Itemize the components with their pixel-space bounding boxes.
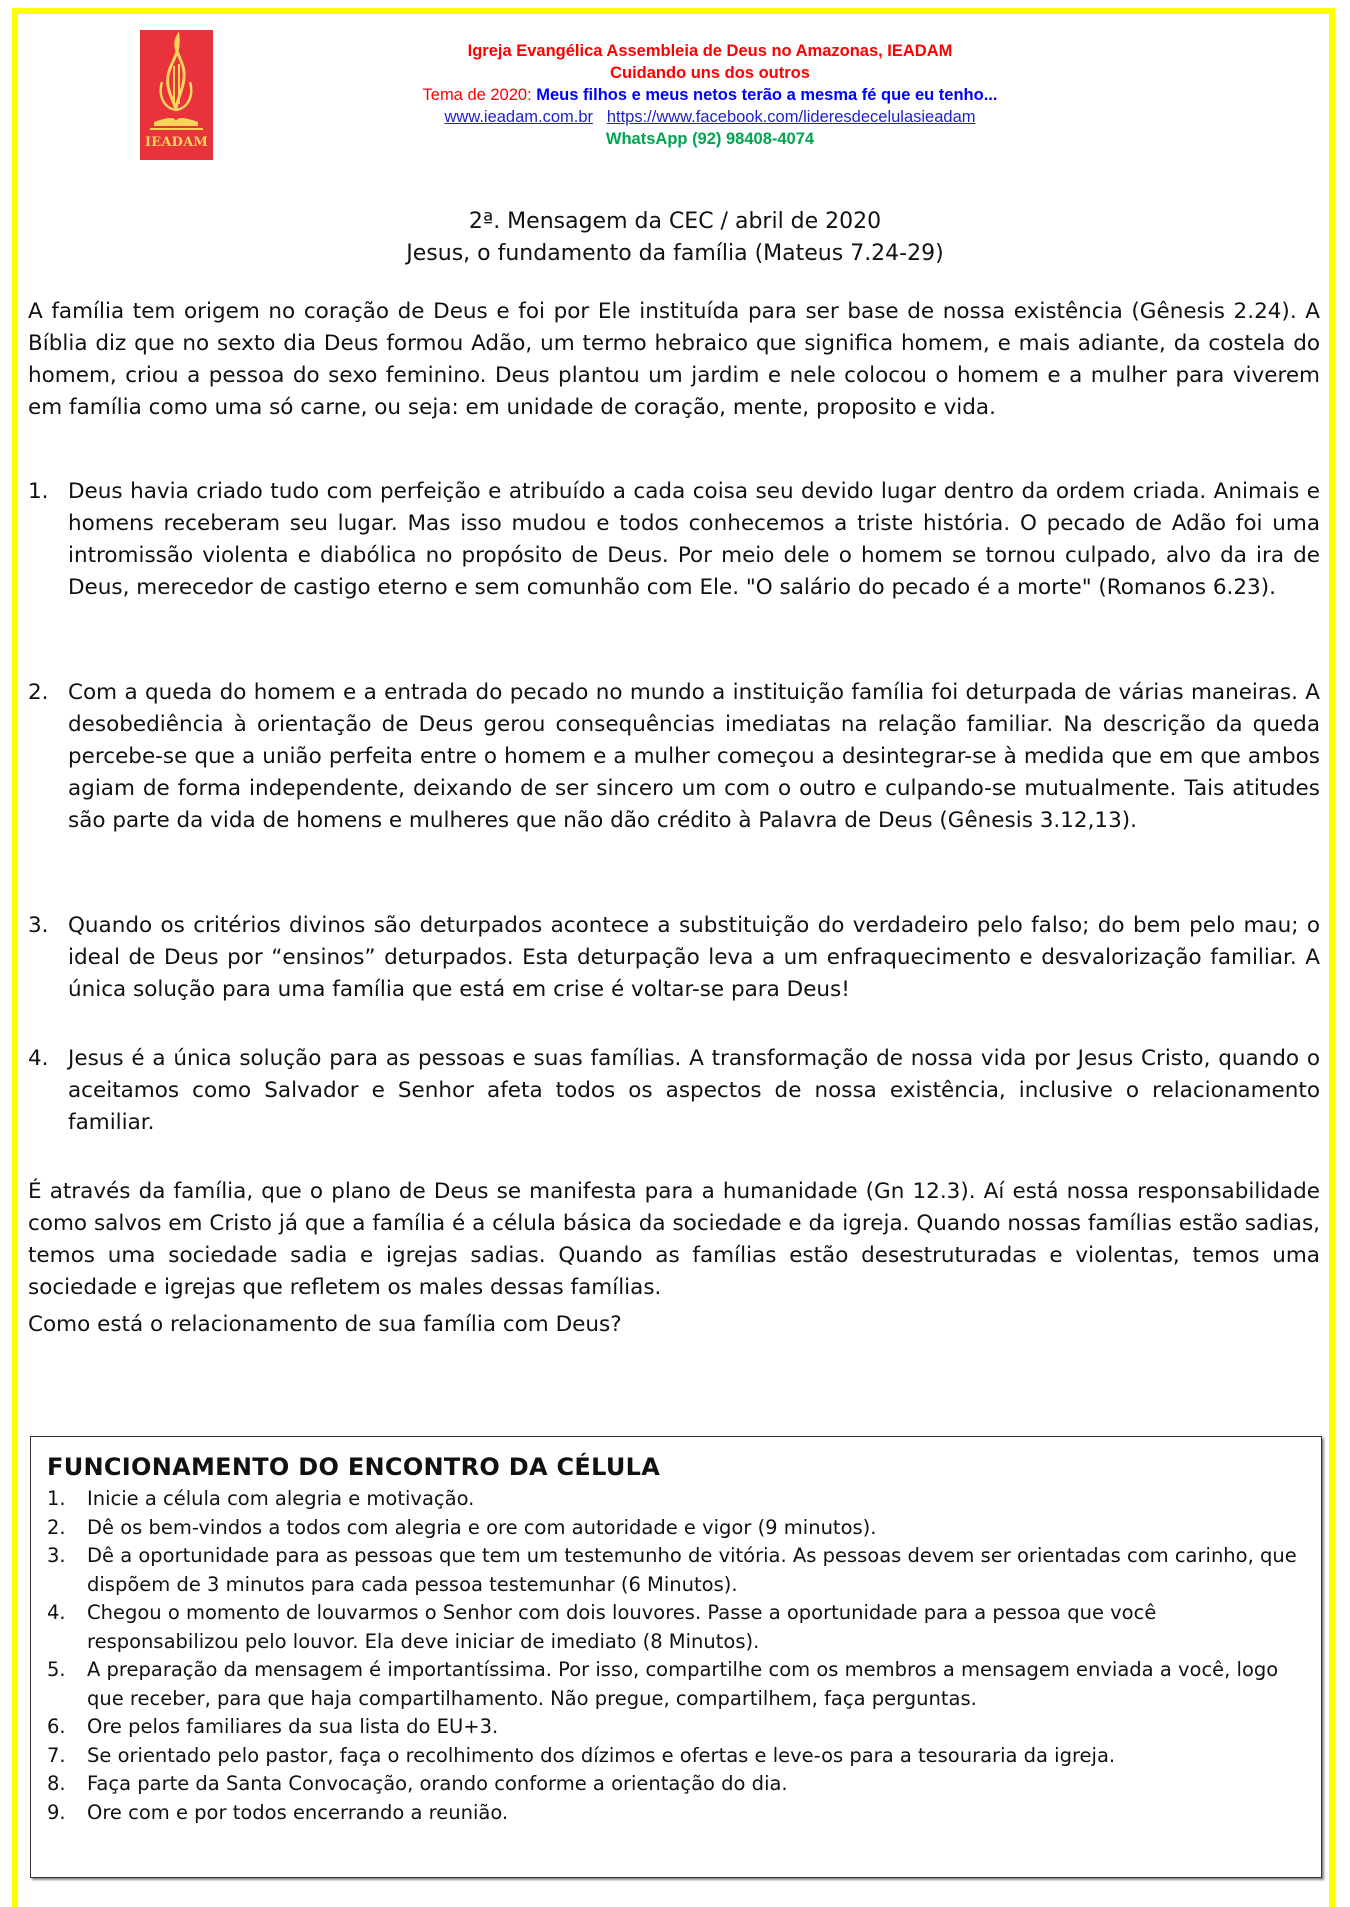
list-item	[47, 1770, 1307, 1799]
question-text: Como está o relacionamento de sua família com Deus?	[28, 1312, 622, 1337]
item-number: 7.	[47, 1743, 66, 1767]
list-item	[47, 1514, 1307, 1543]
list-item	[47, 1542, 1307, 1599]
point-item	[28, 1043, 1320, 1139]
item-text: Ore com e por todos encerrando a reunião.	[87, 1800, 509, 1824]
flame-bible-icon	[140, 30, 213, 140]
list-item	[47, 1656, 1307, 1713]
list-item	[47, 1742, 1307, 1771]
message-title	[0, 206, 1350, 270]
list-item	[47, 1713, 1307, 1742]
church-name: Igreja Evangélica Assembleia de Deus no Amazonas, IEADAM	[467, 42, 953, 60]
point-number: 3.	[28, 913, 49, 938]
list-item	[47, 1599, 1307, 1656]
item-number: 5.	[47, 1658, 66, 1681]
point-text: Jesus é a única solução para as pessoas e suas famílias. A transformação de nossa vida por Jesus Cristo, quando o aceitamos como Salvador e Senhor afeta todos os aspectos de nossa existência, inclusive o relacionamento familiar.	[68, 1046, 1320, 1135]
title-line-1: 2ª. Mensagem da CEC / abril de 2020	[468, 209, 882, 234]
point-number: 4.	[28, 1046, 49, 1071]
cell-meeting-list	[47, 1485, 1307, 1827]
point-text: Com a queda do homem e a entrada do pecado no mundo a instituição família foi deturpada de várias maneiras. A desobediência à orientação de Deus gerou consequências imediatas na relação familiar. Na descrição da queda percebe-se que a união perfeita entre o homem e a mulher começou a desintegrar-se à medida que em que ambos agiam de forma independente, deixando de ser sincero um com o outro e culpando-se mutualmente. Tais atitudes são parte da vida de homens e mulheres que não dão crédito à Palavra de Deus (Gênesis 3.12,13).	[68, 680, 1320, 833]
point-number: 1.	[28, 479, 49, 504]
logo-label: IEADAM	[144, 135, 209, 150]
item-number: 6.	[47, 1715, 66, 1738]
church-motto: Cuidando uns dos outros	[610, 64, 810, 82]
item-text: Dê os bem-vindos a todos com alegria e ore com autoridade e vigor (9 minutos).	[87, 1515, 877, 1539]
item-text: A preparação da mensagem é importantíssima. Por isso, compartilhe com os membros a mensagem enviada a você, logo que receber, para que haja compartilhamento. Não pregue, compartilhem, faça perguntas.	[87, 1658, 1279, 1710]
item-number: 8.	[47, 1772, 66, 1795]
point-text: Deus havia criado tudo com perfeição e atribuído a cada coisa seu devido lugar dentro da ordem criada. Animais e homens receberam seu lugar. Mas isso mudou e todos conhecemos a triste história. O pecado de Adão foi uma intromissão violenta e diabólica no propósito de Deus. Por meio dele o homem se tornou culpado, alvo da ira de Deus, merecedor de castigo eterno e sem comunhão com Ele. "O salário do pecado é a morte" (Romanos 6.23).	[68, 479, 1320, 600]
intro-paragraph	[28, 296, 1320, 424]
title-line-2: Jesus, o fundamento da família (Mateus 7.24-29)	[406, 241, 944, 266]
list-item	[47, 1799, 1307, 1828]
item-number: 1.	[47, 1487, 66, 1510]
links-line	[320, 106, 1100, 128]
ieadam-logo	[140, 30, 213, 160]
point-item	[28, 910, 1320, 1006]
item-text: Dê a oportunidade para as pessoas que tem um testemunho de vitória. As pessoas devem ser orientadas com carinho, que dispõem de 3 minutos para cada pessoa testemunhar (6 Minutos).	[87, 1544, 1297, 1596]
church-header	[320, 40, 1100, 150]
item-text: Se orientado pelo pastor, faça o recolhimento dos dízimos e ofertas e leve-os para a tesouraria da igreja.	[87, 1743, 1116, 1767]
item-number: 3.	[47, 1544, 66, 1567]
cell-meeting-title: FUNCIONAMENTO DO ENCONTRO DA CÉLULA	[47, 1453, 661, 1481]
item-number: 2.	[47, 1515, 66, 1539]
point-number: 2.	[28, 680, 49, 705]
conclusion-text: É através da família, que o plano de Deus se manifesta para a humanidade (Gn 12.3). Aí está nossa responsabilidade como salvos em Cristo já que a família é a célula básica da sociedade e da igreja. Quando nossas famílias estão sadias, temos uma sociedade sadia e igrejas sadias. Quando as famílias estão desestruturadas e violentas, temos uma sociedade e igrejas que refletem os males dessas famílias.	[28, 1179, 1320, 1300]
item-number: 9.	[47, 1800, 66, 1824]
whatsapp-contact: WhatsApp (92) 98408-4074	[605, 130, 815, 148]
item-text: Chegou o momento de louvarmos o Senhor com dois louvores. Passe a oportunidade para a pessoa que você responsabilizou pelo louvor. Ela deve iniciar de imediato (8 Minutos).	[87, 1601, 1157, 1653]
closing-question	[28, 1309, 1320, 1341]
theme-label: Tema de 2020:	[422, 86, 537, 104]
point-item	[28, 677, 1320, 837]
item-number: 4.	[47, 1601, 66, 1624]
facebook-link[interactable]: https://www.facebook.com/lideresdecelulasieadam	[606, 108, 976, 126]
theme-line	[320, 84, 1100, 106]
item-text: Faça parte da Santa Convocação, orando conforme a orientação do dia.	[87, 1772, 788, 1795]
item-text: Ore pelos familiares da sua lista do EU+3.	[87, 1715, 499, 1738]
item-text: Inicie a célula com alegria e motivação.	[87, 1487, 475, 1510]
cell-meeting-box	[30, 1436, 1322, 1878]
conclusion-paragraph	[28, 1176, 1320, 1304]
list-item	[47, 1485, 1307, 1514]
point-text: Quando os critérios divinos são deturpados acontece a substituição do verdadeiro pelo falso; do bem pelo mau; o ideal de Deus por “ensinos” deturpados. Esta deturpação leva a um enfraquecimento e desvalorização familiar. A única solução para uma família que está em crise é voltar-se para Deus!	[68, 913, 1320, 1002]
site-link[interactable]: www.ieadam.com.br	[444, 108, 594, 126]
intro-text: A família tem origem no coração de Deus e foi por Ele instituída para ser base de nossa existência (Gênesis 2.24). A Bíblia diz que no sexto dia Deus formou Adão, um termo hebraico que significa homem, e mais adiante, da costela do homem, criou a pessoa do sexo feminino. Deus plantou um jardim e nele colocou o homem e a mulher para viverem em família como uma só carne, ou seja: em unidade de coração, mente, proposito e vida.	[28, 299, 1320, 420]
theme-text: Meus filhos e meus netos terão a mesma fé que eu tenho...	[536, 86, 998, 104]
point-item	[28, 476, 1320, 604]
